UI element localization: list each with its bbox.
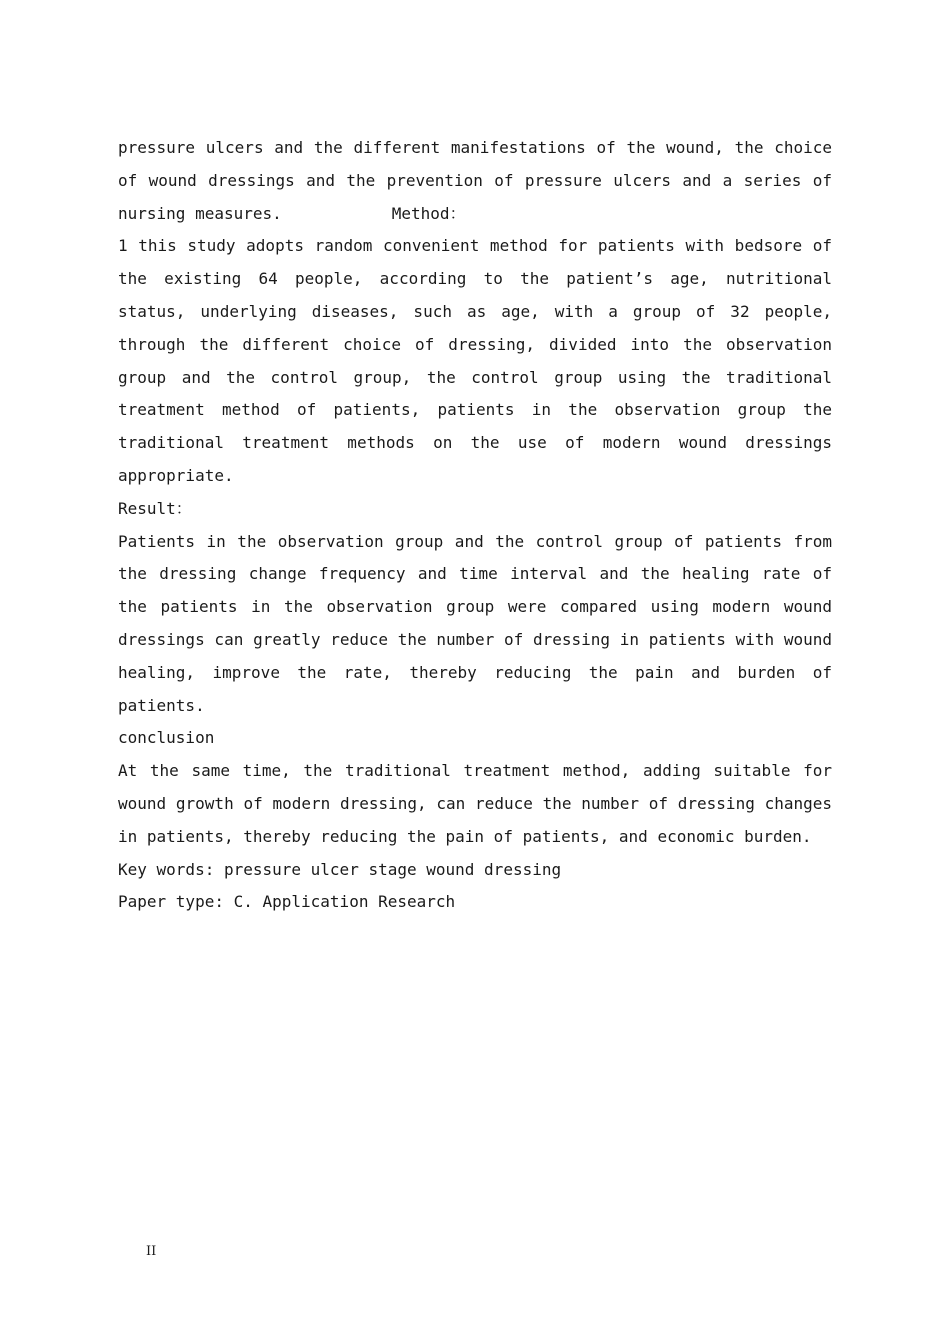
result-heading: Result： [118,498,192,518]
document-body [118,132,832,919]
conclusion-paragraph: At the same time, the traditional treatment method, adding suitable for wound growth of modern dressing, can reduce the number of dressing changes in patients, thereby reducing the pain of patients, and economic burden. [118,761,832,846]
conclusion-heading: conclusion [118,728,215,748]
method-heading: Method： [391,203,466,223]
intro-paragraph [118,132,832,230]
result-paragraph: Patients in the observation group and the control group of patients from the dressing change frequency and time interval and the healing rate of the patients in the observation group were compared using modern wound dressings can greatly reduce the number of dressing in patients with wound healing, improve the rate, thereby reducing the pain and burden of patients. [118,531,832,715]
intro-text: pressure ulcers and the different manifestations of the wound, the choice of wound dressings and the prevention of pressure ulcers and a series of nursing measures. [118,138,832,223]
page-number: II [146,1244,157,1259]
method-paragraph: 1 this study adopts random convenient method for patients with bedsore of the existing 64 people, according to the patient’s age, nutritional status, underlying diseases, such as age, with a group of 32 people, through the different choice of dressing, divided into the observation group and the control group, the control group using the traditional treatment method of patients, patients in the observation group the traditional treatment methods on the use of modern wound dressings appropriate. [118,236,832,485]
keywords-line: Key words: pressure ulcer stage wound dressing [118,859,562,879]
paper-type-line: Paper type: C. Application Research [118,892,456,912]
